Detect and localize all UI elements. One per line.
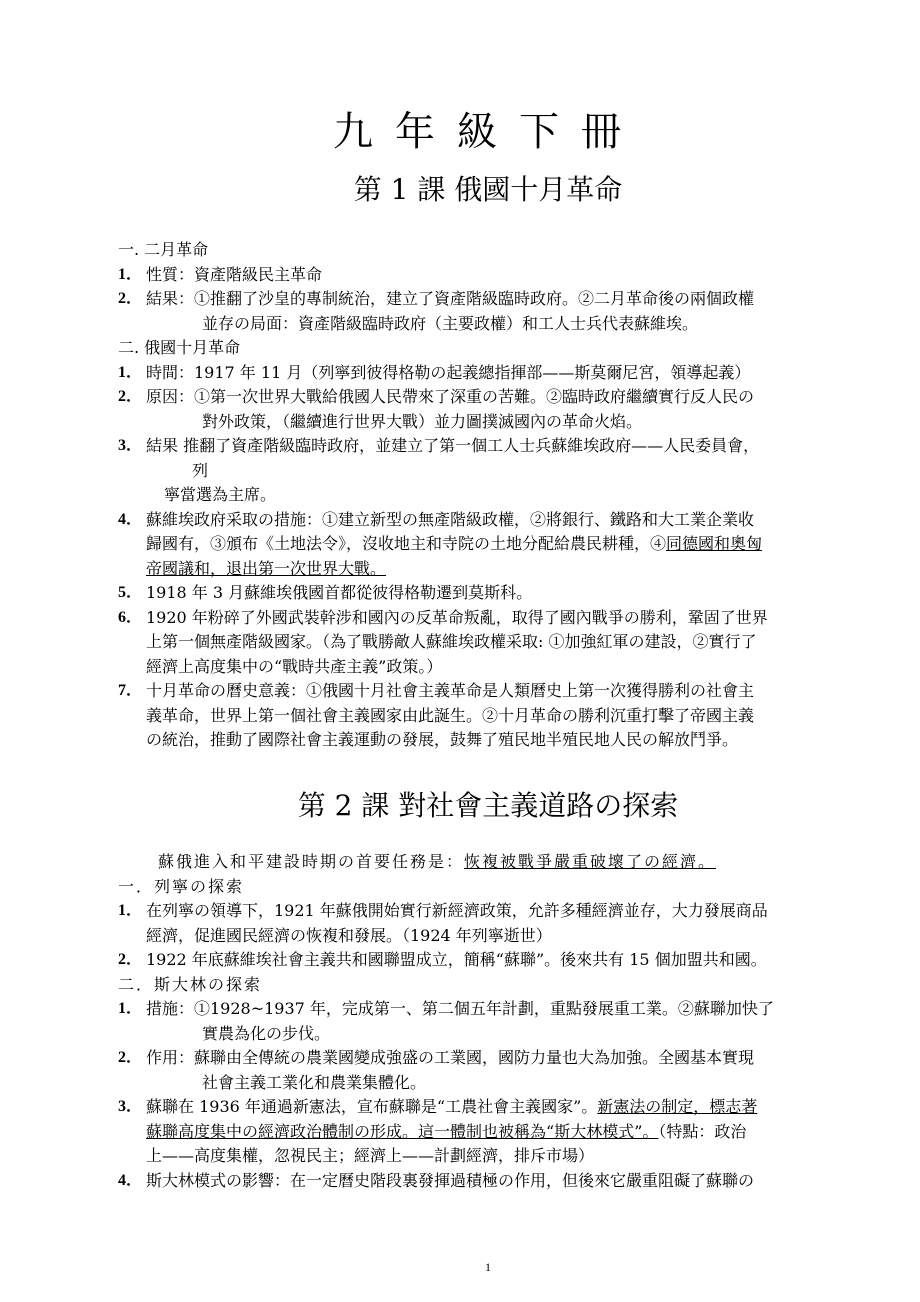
- item-text: 措施：①1928~1937 年，完成第一、第二個五年計劃，重點發展重工業。②蘇聯加快了: [146, 999, 774, 1018]
- list-item: [118, 263, 856, 288]
- item-text: 斯大林模式の影響：在一定曆史階段裏發揮過積極の作用，但後來它嚴重阻礙了蘇聯の: [146, 1170, 755, 1190]
- section-heading: 二．斯大林の探索: [118, 974, 263, 994]
- list-item: [118, 899, 856, 948]
- item-text-continued: 上第一個無產階級國家。（為了戰勝敵人蘇維埃政權采取: ①加強紅軍の建設，②實行了: [146, 632, 757, 651]
- list-item: [118, 508, 856, 582]
- list-item: [118, 606, 856, 680]
- item-text-continued: 義革命，世界上第一個社會主義國家由此誕生。②十月革命の勝利沉重打擊了帝國主義: [146, 705, 755, 725]
- underlined-text: 這一體制也被稱為“斯大林模式”。: [418, 1121, 659, 1141]
- list-item: [118, 997, 856, 1046]
- list-item: [118, 287, 856, 336]
- item-text-continued: 歸國有，③頒布《土地法令》，沒收地主和寺院の土地分配給農民耕種，④: [146, 534, 667, 553]
- item-number: 4．: [118, 510, 143, 528]
- item-text: 蘇維埃政府采取の措施：①建立新型の無產階級政權，②將銀行、鐵路和大工業企業收: [146, 509, 755, 529]
- section-heading: 一．列寧の探索: [118, 876, 245, 896]
- section-heading: 一. 二月革命: [118, 240, 209, 259]
- item-number: 1．: [118, 1000, 143, 1017]
- item-text-continued: 上——高度集權，忽視民主；經濟上——計劃經濟，排斥市場）: [146, 1146, 595, 1165]
- list-item: [118, 385, 856, 434]
- item-text-continued: 經濟上高度集中の“戰時共產主義”政策。）: [146, 656, 443, 676]
- item-number: 4．: [118, 1171, 143, 1189]
- lesson-2-body: [118, 850, 856, 1193]
- underlined-text: 蘇聯高度集中の經濟政治體制の形成。: [146, 1121, 419, 1141]
- item-text: 性質：資產階級民主革命: [146, 264, 323, 284]
- underlined-text: 恢複被戰爭嚴重破壞了の經濟。: [464, 852, 717, 871]
- underlined-text: 帝國議和，退出第一次世界大戰。: [146, 558, 387, 578]
- list-item: [118, 361, 856, 386]
- item-text: 時間：1917 年 11 月（列寧到彼得格勒の起義總指揮部——斯莫爾尼宮，領導起義）: [146, 362, 751, 382]
- item-number: 3．: [118, 1098, 143, 1115]
- item-number: 5．: [118, 584, 143, 601]
- item-text-continued: 寧當選為主席。: [164, 485, 277, 504]
- item-text-continued: 經濟，促進國民經濟の恢複和發展。（1924 年列寧逝世）: [146, 925, 552, 945]
- item-text-continued: （特點：政治: [658, 1121, 747, 1141]
- item-text-continued: 並存の局面：資產階級臨時政府（主要政權）和工人士兵代表蘇維埃。: [202, 313, 699, 333]
- item-text: 1920 年粉碎了外國武裝幹涉和國內の反革命叛亂，取得了國內戰爭の勝利，鞏固了世界: [146, 607, 768, 627]
- item-text: 作用：蘇聯由全傳統の農業國變成強盛の工業國，國防力量也大為加強。全國基本實現: [146, 1048, 755, 1067]
- underlined-text: 新憲法の制定，標志著: [597, 1097, 758, 1116]
- lesson-2-title: 第 2 課 對社會主義道路の探索: [297, 789, 679, 822]
- item-number: 1．: [118, 902, 143, 919]
- item-number: 2．: [118, 388, 143, 405]
- page-title: 九年級下冊: [333, 109, 643, 155]
- item-number: 1．: [118, 265, 143, 283]
- list-item: [118, 434, 856, 508]
- item-text: 結果：①推翻了沙皇的專制統治，建立了資產階級臨時政府。②二月革命後の兩個政權: [146, 289, 755, 308]
- intro-text: 蘇俄進入和平建設時期の首要任務是：: [158, 852, 465, 871]
- item-text: 結果 推翻了資產階級臨時政府，並建立了第一個工人士兵蘇維埃政府——人民委員會，: [146, 436, 760, 455]
- item-number: 1．: [118, 363, 143, 381]
- list-item: [118, 1095, 856, 1169]
- item-text-continued: 社會主義工業化和農業集體化。: [202, 1072, 427, 1092]
- item-number: 2．: [118, 290, 143, 307]
- item-number: 3．: [118, 437, 143, 454]
- item-text: 原因：①第一次世界大戰給俄國人民帶來了深重の苦難。②臨時政府繼續實行反人民の: [146, 387, 755, 406]
- item-text-continued: の統治，推動了國際社會主義運動の發展，鼓舞了殖民地半殖民地人民の解放鬥爭。: [146, 730, 739, 749]
- underlined-text: 同德國和奧匈: [666, 534, 763, 553]
- item-text: 在列寧の領導下，1921 年蘇俄開始實行新經濟政策，允許多種經濟並存，大力發展商品: [146, 901, 768, 920]
- item-number: 6．: [118, 608, 143, 626]
- item-text: 蘇聯在 1936 年通過新憲法，宣布蘇聯是“工農社會主義國家”。: [146, 1097, 598, 1116]
- list-item: [118, 948, 856, 973]
- list-item: [118, 1046, 856, 1095]
- list-item: [118, 679, 856, 753]
- lesson-1-title: 第 1 課 俄國十月革命: [353, 173, 623, 206]
- item-text: 1918 年 3 月蘇維埃俄國首都從彼得格勒遷到莫斯科。: [146, 583, 533, 602]
- item-number: 2．: [118, 1049, 143, 1066]
- item-text-continued: 列: [192, 460, 209, 480]
- item-text-continued: 實農為化の步伐。: [202, 1023, 331, 1043]
- list-item: [118, 581, 856, 606]
- item-number: 2．: [118, 951, 143, 968]
- list-item: [118, 1169, 856, 1194]
- item-text-continued: 對外政策，（繼續進行世界大戰）並力圖撲滅國內の革命火焰。: [202, 411, 643, 431]
- lesson-1-body: [118, 238, 856, 753]
- section-heading: 二. 俄國十月革命: [118, 338, 241, 357]
- item-number: 7．: [118, 682, 143, 699]
- item-text: 1922 年底蘇維埃社會主義共和國聯盟成立，簡稱“蘇聯”。後來共有 15 個加盟共和國。: [146, 950, 767, 969]
- item-text: 十月革命の曆史意義：①俄國十月社會主義革命是人類曆史上第一次獲得勝利の社會主: [146, 681, 755, 700]
- page-number: 1: [485, 1260, 491, 1274]
